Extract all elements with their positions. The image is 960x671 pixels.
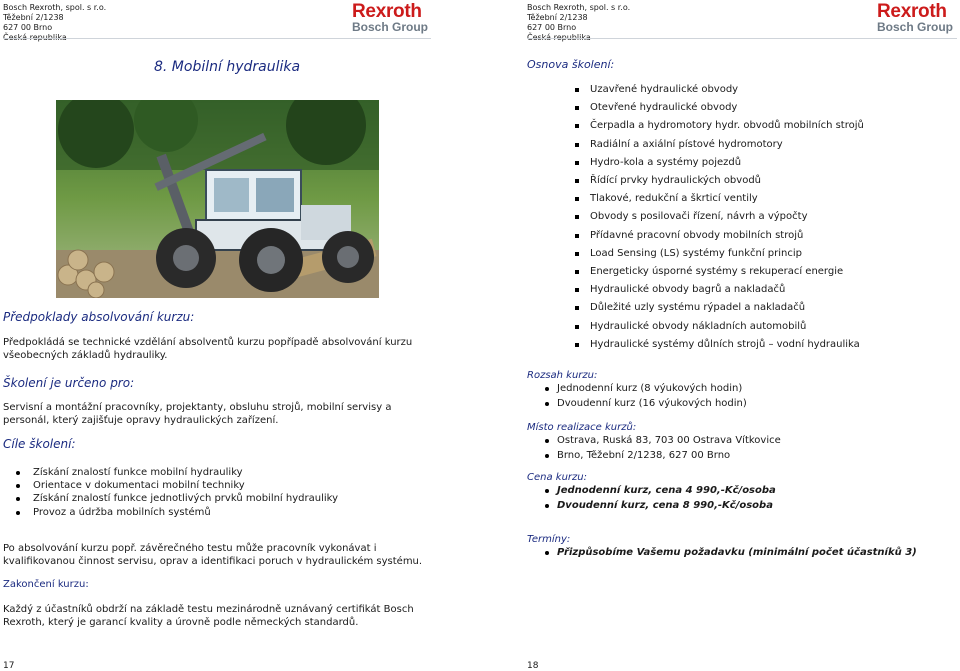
- list-item: Důležité uzly systému rýpadel a nakladačů: [575, 299, 955, 317]
- prerequisites-heading: Předpoklady absolvování kurzu:: [3, 310, 195, 324]
- scope-list: [527, 381, 947, 411]
- dates-list: [527, 545, 947, 560]
- goals-list: [13, 466, 428, 519]
- list-item: Obvody s posilovači řízení, návrh a výpočty: [575, 208, 955, 226]
- page-title: 8. Mobilní hydraulika: [154, 59, 301, 75]
- list-item: Hydraulické obvody bagrů a nakladačů: [575, 281, 955, 299]
- location-heading: Místo realizace kurzů:: [527, 422, 637, 433]
- company-name: Bosch Rexroth, spol. s r.o.: [527, 3, 631, 12]
- audience-text: Servisní a montážní pracovníky, projektanty, obsluhu strojů, mobilní servisy a personál, který zajišťuje opravy hydraulických zařízení.: [3, 402, 392, 426]
- list-item: Radiální a axiální pístové hydromotory: [575, 136, 955, 154]
- list-item: Energeticky úsporné systémy s rekuperací energie: [575, 263, 955, 281]
- list-item: Dvoudenní kurz (16 výukových hodin): [527, 396, 947, 411]
- prerequisites-text: Předpokládá se technické vzdělání absolventů kurzu popřípadě absolvování kurzu všeobecných základů hydrauliky.: [3, 337, 413, 361]
- audience-heading: Školení je určeno pro:: [3, 376, 135, 390]
- price-heading: Cena kurzu:: [527, 472, 587, 483]
- list-item: Řídící prvky hydraulických obvodů: [575, 172, 955, 190]
- list-item: Hydro-kola a systémy pojezdů: [575, 154, 955, 172]
- company-city: 627 00 Brno: [527, 23, 577, 32]
- company-street: Těžební 2/1238: [3, 13, 64, 22]
- page-number-left: 17: [3, 661, 15, 671]
- list-item: Brno, Těžební 2/1238, 627 00 Brno: [527, 448, 947, 463]
- logo-main: Rexroth: [352, 1, 422, 22]
- price-list: [527, 483, 947, 513]
- logo-main: Rexroth: [877, 1, 947, 22]
- forestry-tractor-photo: [56, 100, 379, 298]
- header-divider: [3, 38, 431, 39]
- page-number-right: 18: [527, 661, 539, 671]
- list-item: Tlakové, redukční a škrticí ventily: [575, 190, 955, 208]
- rexroth-logo-right: [877, 2, 957, 33]
- company-name: Bosch Rexroth, spol. s r.o.: [3, 3, 107, 12]
- scope-heading: Rozsah kurzu:: [527, 370, 598, 381]
- list-item: Provoz a údržba mobilních systémů: [13, 506, 428, 519]
- list-item: Přizpůsobíme Vašemu požadavku (minimální počet účastníků 3): [527, 545, 947, 560]
- list-item: Jednodenní kurz, cena 4 990,-Kč/osoba: [527, 483, 947, 498]
- completion-text: Každý z účastníků obdrží na základě testu mezinárodně uznávaný certifikát Bosch Rexroth, který je garancí kvality a úrovně podle německých standardů.: [3, 604, 414, 628]
- outline-list: [575, 81, 955, 354]
- dates-heading: Termíny:: [527, 534, 571, 545]
- list-item: Otevřené hydraulické obvody: [575, 99, 955, 117]
- list-item: Získání znalostí funkce jednotlivých prvků mobilní hydrauliky: [13, 492, 428, 505]
- header-divider-right: [527, 38, 957, 39]
- logo-sub: Bosch Group: [877, 20, 954, 34]
- list-item: Uzavřené hydraulické obvody: [575, 81, 955, 99]
- list-item: Ostrava, Ruská 83, 703 00 Ostrava Vítkovice: [527, 433, 947, 448]
- outline-heading: Osnova školení:: [527, 58, 615, 71]
- logo-sub: Bosch Group: [352, 20, 429, 34]
- list-item: Čerpadla a hydromotory hydr. obvodů mobilních strojů: [575, 117, 955, 135]
- goals-heading: Cíle školení:: [3, 437, 76, 451]
- list-item: Dvoudenní kurz, cena 8 990,-Kč/osoba: [527, 498, 947, 513]
- list-item: Hydraulické systémy důlních strojů – vodní hydraulika: [575, 336, 955, 354]
- completion-heading: Zakončení kurzu:: [3, 579, 89, 590]
- list-item: Orientace v dokumentaci mobilní techniky: [13, 479, 428, 492]
- company-address: [3, 3, 106, 43]
- rexroth-logo: [352, 2, 432, 33]
- company-address-right: [527, 3, 630, 43]
- company-street: Těžební 2/1238: [527, 13, 588, 22]
- list-item: Jednodenní kurz (8 výukových hodin): [527, 381, 947, 396]
- company-city: 627 00 Brno: [3, 23, 53, 32]
- list-item: Přídavné pracovní obvody mobilních strojů: [575, 227, 955, 245]
- location-list: [527, 433, 947, 463]
- list-item: Load Sensing (LS) systémy funkční princip: [575, 245, 955, 263]
- outcome-text: Po absolvování kurzu popř. závěrečného testu může pracovník vykonávat i kvalifikovanou činnost servisu, oprav a identifikaci poruch v hydraulickém systému.: [3, 543, 423, 567]
- list-item: Získání znalostí funkce mobilní hydrauliky: [13, 466, 428, 479]
- list-item: Hydraulické obvody nákladních automobilů: [575, 318, 955, 336]
